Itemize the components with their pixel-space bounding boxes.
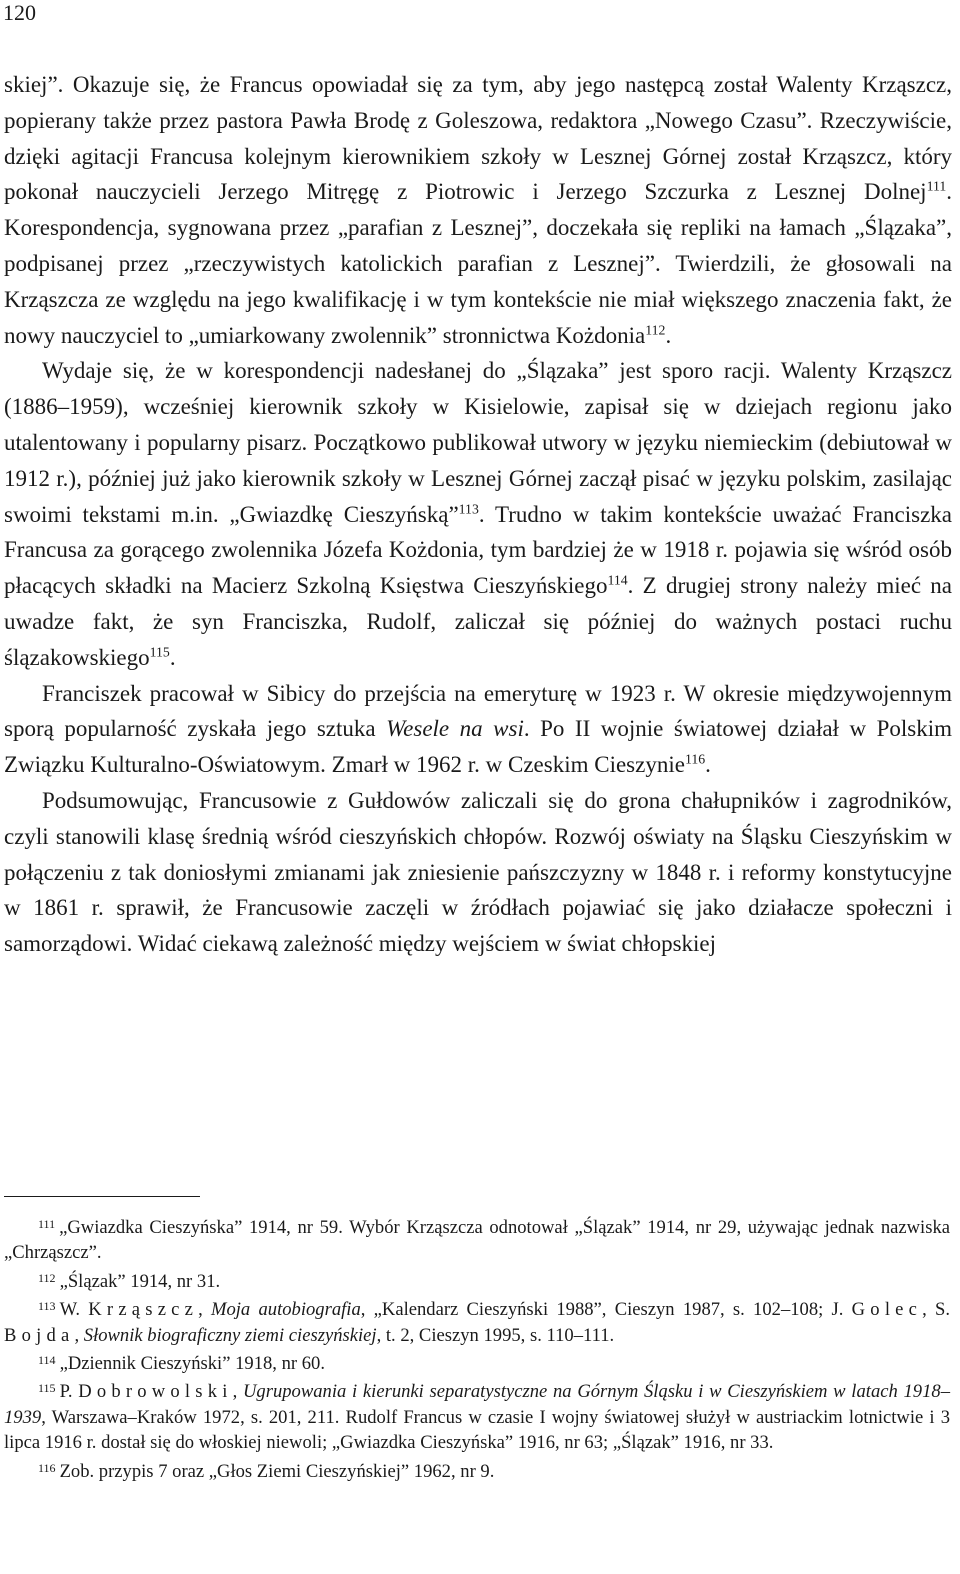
footnote bbox=[4, 1376, 950, 1455]
footnote bbox=[4, 1348, 950, 1376]
footnote-reference: 114 bbox=[607, 572, 628, 588]
page-number: 120 bbox=[3, 0, 36, 25]
italic-text: Ugrupowania i kierunki separatystyczne na Górnym Śląsku i w Cieszyńskiem w latach 1918–1939 bbox=[4, 1381, 950, 1428]
text-run: Podsumowując, Francusowie z Gułdowów zaliczali się do grona chałupników i zagrodników, czyli stanowili klasę średnią wśród cieszyńskich chłopów. Rozwój oświaty na Śląsku Cieszyńskim w połączeniu z tak doniosłymi zmianami jak zniesienie pańszczyzny w 1848 r. i reformy konstytucyjne w 1861 r. sprawił, że Francusowie zaczęli w źródłach pojawiać się jako działacze społeczni i samorządowi. Widać ciekawą zależność między wejściem w świat chłopskiej bbox=[4, 787, 952, 957]
footnote-number: 114 bbox=[38, 1353, 56, 1368]
footnote-reference: 116 bbox=[684, 751, 706, 767]
text-run: , S. bbox=[922, 1299, 950, 1321]
text-run: skiej”. Okazuje się, że Francus opowiadał się za tym, aby jego następcą został Walenty Krząszcz, popierany także przez pastora Pawła Brodę z Goleszowa, redaktora „Nowego Czasu”. Rzeczywiście, dzięki agitacji Francusa kolejnym kierownikiem szkoły w Lesznej Górnej został Krząszcz, który pokonał nauczycieli Jerzego Mitręgę z Piotrowic i Jerzego Szczurka z Lesznej Dolnej bbox=[4, 72, 952, 205]
paragraph bbox=[4, 783, 952, 962]
footnotes bbox=[4, 1212, 950, 1484]
text-run: . Po II wojnie światowej działał w Polskim Związku Kulturalno-Oświatowym. Zmarł w 1962 r. w Czeskim Cieszynie bbox=[4, 716, 952, 778]
text-run: , bbox=[198, 1299, 211, 1321]
text-run: „Gwiazdka Cieszyńska” 1914, nr 59. Wybór Krząszcza odnotował „Ślązak” 1914, nr 29, używając jednak nazwiska „Chrząszcz”. bbox=[4, 1217, 950, 1264]
footnote-number: 116 bbox=[38, 1460, 56, 1475]
text-run: Franciszek pracował w Sibicy do przejścia na emeryturę w 1923 r. W okresie międzywojennym sporą popularność zyskała jego sztuka bbox=[4, 680, 952, 742]
text-run: Zob. przypis 7 oraz „Głos Ziemi Cieszyńskiej” 1962, nr 9. bbox=[59, 1460, 495, 1482]
author-name: Krząszcz bbox=[88, 1299, 199, 1321]
footnote bbox=[4, 1456, 950, 1484]
text-run: , Warszawa–Kraków 1972, s. 201, 211. Rudolf Francus w czasie I wojny światowej służył w austriackim lotnictwie i 3 lipca 1916 r. dostał się do włoskiej niewoli; „Gwiazdka Cieszyńska” 1916, nr 63; „Ślązak” 1916, nr 33. bbox=[4, 1406, 950, 1454]
text-run: . Korespondencja, sygnowana przez „parafian z Lesznej”, doczekała się repliki na łamach „Ślązaka”, podpisanej przez „rzeczywistych katolickich parafian z Lesznej”. Twierdzili, że głosowali na Krząszcza ze względu na jego kwalifikację i w tym kontekście nie miał większego znaczenia fakt, że nowy nauczyciel to „umiarkowany zwolennik” stronnictwa Kożdonia bbox=[4, 179, 952, 348]
author-name: Bojda bbox=[4, 1324, 75, 1346]
text-run: , „Kalendarz Cieszyński 1988”, Cieszyn 1987, s. 102–108; J. bbox=[360, 1299, 852, 1321]
text-run: . bbox=[169, 644, 176, 670]
footnote-separator bbox=[4, 1196, 200, 1197]
text-run: . Z drugiej strony należy mieć na uwadze fakt, że syn Franciszka, Rudolf, zaliczał się później do ważnych postaci ruchu ślązakowskiego bbox=[4, 573, 953, 670]
paragraph bbox=[4, 67, 952, 353]
text-run: . bbox=[665, 322, 672, 348]
text-run: , bbox=[74, 1324, 84, 1346]
text-run: „Dziennik Cieszyński” 1918, nr 60. bbox=[59, 1353, 325, 1375]
text-run: W. bbox=[59, 1299, 89, 1321]
footnote-number: 112 bbox=[38, 1270, 56, 1285]
footnote-number: 111 bbox=[38, 1217, 56, 1231]
italic-text: Moja autobiografia bbox=[210, 1299, 361, 1321]
footnote-reference: 112 bbox=[645, 321, 666, 337]
footnote-number: 113 bbox=[38, 1299, 56, 1314]
footnote-number: 115 bbox=[38, 1381, 56, 1396]
text-run: , bbox=[232, 1381, 243, 1403]
footnote-reference: 115 bbox=[149, 644, 170, 660]
footnote bbox=[4, 1266, 950, 1294]
footnote-reference: 111 bbox=[926, 178, 947, 194]
text-run: P. bbox=[59, 1381, 79, 1403]
text-run: . bbox=[705, 752, 711, 778]
text-run: Wydaje się, że w korespondencji nadesłanej do „Ślązaka” jest sporo racji. Walenty Krząszcz (1886–1959), wcześniej kierownik szkoły w Kisielowie, zapisał się w dziejach regionu jako utalentowany i popularny pisarz. Początkowo publikował utwory w języku niemieckim (debiutował w 1912 r.), później już jako kierownik szkoły w Lesznej Górnej zaczął pisać w języku polskim, zasilając swoimi tekstami m.in. „Gwiazdkę Cieszyńską” bbox=[4, 358, 952, 527]
main-text bbox=[4, 67, 952, 962]
italic-text: Słownik biograficzny ziemi cieszyńskiej bbox=[83, 1324, 377, 1346]
paragraph bbox=[4, 353, 952, 675]
footnote-reference: 113 bbox=[458, 500, 479, 516]
author-name: Golec bbox=[851, 1299, 923, 1321]
text-run: . Trudno w takim kontekście uważać Franciszka Francusa za gorącego zwolennika Józefa Kożdonia, tym bardziej że w 1918 r. pojawia się wśród osób płacących składki na Macierz Szkolną Księstwa Cieszyńskiego bbox=[4, 501, 952, 599]
text-run: „Ślązak” 1914, nr 31. bbox=[59, 1270, 221, 1292]
paragraph bbox=[4, 676, 952, 783]
footnote bbox=[4, 1294, 950, 1348]
footnote bbox=[4, 1212, 950, 1266]
author-name: Dobrowolski bbox=[78, 1381, 233, 1403]
italic-text: Wesele na wsi bbox=[386, 716, 524, 742]
text-run: , t. 2, Cieszyn 1995, s. 110–111. bbox=[376, 1324, 615, 1346]
